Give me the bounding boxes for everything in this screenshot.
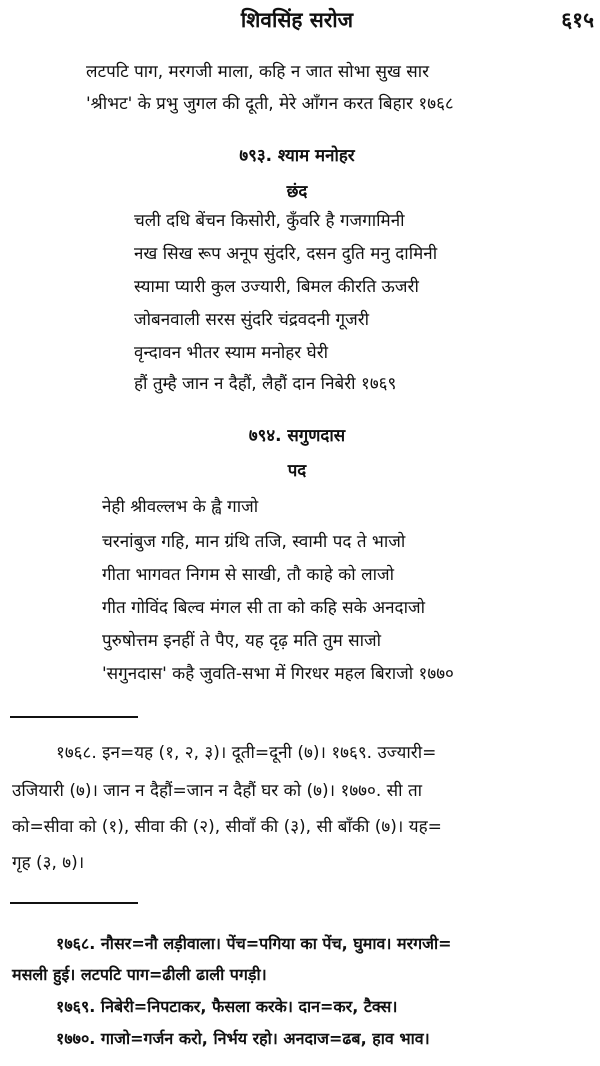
page-number: ६१५ (561, 8, 594, 32)
glossary-line: १७७०. गाजो=गर्जन करो, निर्भय रहो। अनदाज=ढब, हाव भाव। (56, 1029, 430, 1048)
glossary-line: मसली हुई। लटपटि पाग=ढीली ढाली पगड़ी। (12, 965, 267, 984)
verse-line: लटपटि पाग, मरगजी माला, कहि न जात सोभा सुख सार (86, 62, 430, 82)
verse-line: पुरुषोत्तम इनहीं ते पैए, यह दृढ़ मति तुम साजो (102, 631, 382, 651)
section-subheading: पद (287, 461, 307, 481)
verse-line: 'श्रीभट' के प्रभु जुगल की दूती, मेरे आँगन करत बिहार १७६८ (86, 94, 454, 114)
footnote-line: गृह (३, ७)। (12, 853, 85, 873)
verse-line: स्यामा प्यारी कुल उज्यारी, बिमल कीरति ऊजरी (134, 277, 419, 297)
page-header-title: शिवसिंह सरोज (240, 8, 354, 32)
verse-line: नेही श्रीवल्लभ के ह्वै गाजो (102, 497, 259, 517)
section-heading: ७९४. सगुणदास (248, 426, 346, 446)
section-heading: ७९३. श्याम मनोहर (239, 146, 355, 166)
verse-line: गीता भागवत निगम से साखी, तौ काहे को लाजो (102, 565, 395, 585)
verse-line: नख सिख रूप अनूप सुंदरि, दसन दुति मनु दामिनी (134, 244, 438, 264)
verse-line: 'सगुनदास' कहै जुवति-सभा में गिरधर महल बिराजो १७७० (102, 664, 454, 684)
footnote-line: उजियारी (७)। जान न दैहौं=जान न दैहौं घर को (७)। १७७०. सी ता (12, 781, 423, 801)
glossary-line: १७६८. नौसर=नौ लड़ीवाला। पेंच=पगिया का पेंच, घुमाव। मरगजी= (56, 934, 452, 953)
footnote-divider (10, 716, 138, 718)
verse-line: वृन्दावन भीतर स्याम मनोहर घेरी (134, 343, 329, 363)
section-subheading: छंद (286, 182, 308, 202)
footnote-line: १७६८. इन=यह (१, २, ३)। दूती=दूनी (७)। १७६९. उज्यारी= (56, 743, 437, 763)
verse-line: चली दधि बेंचन किसोरी, कुँवरि है गजगामिनी (134, 211, 405, 231)
verse-line: चरनांबुज गहि, मान ग्रंथि तजि, स्वामी पद ते भाजो (102, 532, 406, 552)
glossary-divider (10, 902, 138, 904)
footnote-line: को=सीवा को (१), सीवा की (२), सीवाँ की (३), सी बाँकी (७)। यह= (12, 817, 442, 837)
glossary-line: १७६९. निबेरी=निपटाकर, फैसला करके। दान=कर, टैक्स। (56, 997, 398, 1016)
verse-line: जोबनवाली सरस सुंदरि चंद्रवदनी गूजरी (134, 310, 370, 330)
verse-line: गीत गोविंद बिल्व मंगल सी ता को कहि सके अनदाजो (102, 598, 425, 618)
verse-line: हौं तुम्है जान न दैहौं, लैहौं दान निबेरी १७६९ (134, 374, 397, 394)
